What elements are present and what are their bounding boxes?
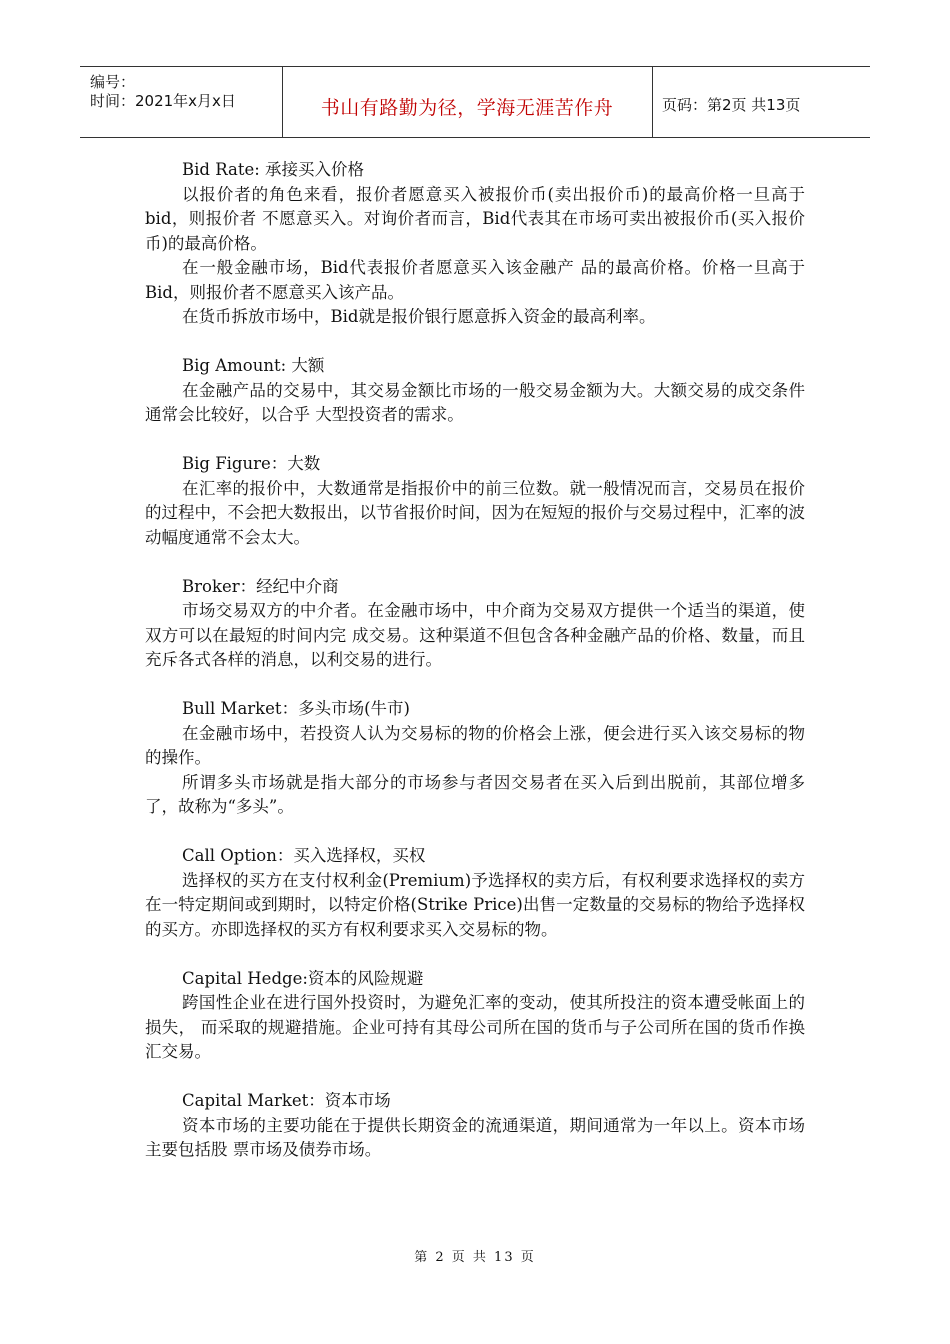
- entry-term: Big Figure：大数: [182, 454, 321, 473]
- entry-paragraph: 资本市场的主要功能在于提供长期资金的流通渠道，期间通常为一年以上。资本市场主要包括股 票市场及债券市场。: [145, 1115, 805, 1159]
- entry-term: Call Option：买入选择权，买权: [182, 846, 426, 865]
- document-number-label: 编号：: [90, 73, 136, 91]
- glossary-entry-broker: [145, 575, 805, 673]
- glossary-entry-bid-rate: [145, 158, 805, 330]
- document-date-label: 时间：2021年x月x日: [90, 92, 236, 110]
- glossary-content: [145, 158, 805, 1187]
- header-motto-cell: [282, 67, 653, 137]
- header-motto: 书山有路勤为径，学海无涯苦作舟: [320, 97, 614, 119]
- header-table: [80, 66, 870, 138]
- glossary-entry-big-figure: [145, 452, 805, 550]
- entry-term: Capital Market：资本市场: [182, 1091, 391, 1110]
- entry-paragraph: 市场交易双方的中介者。在金融市场中，中介商为交易双方提供一个适当的渠道，使双方可以在最短的时间内完 成交易。这种渠道不但包含各种金融产品的价格、数量，而且充斥各式各样的消息，以利交易的进行。: [145, 601, 805, 669]
- glossary-entry-big-amount: [145, 354, 805, 428]
- page-footer: 第 2 页 共 13 页: [414, 1250, 536, 1265]
- entry-term: Big Amount: 大额: [182, 356, 325, 375]
- entry-paragraph: 以报价者的角色来看，报价者愿意买入被报价币(卖出报价币)的最高价格一旦高于bid，则报价者 不愿意买入。对询价者而言，Bid代表其在市场可卖出被报价币(买入报价币)的最高价格。: [145, 184, 805, 253]
- header-page-label: 页码：第2页 共13页: [662, 96, 801, 114]
- entry-paragraph: 选择权的买方在支付权利金(Premium)予选择权的卖方后，有权利要求选择权的卖方 在一特定期间或到期时，以特定价格(Strike Price)出售一定数量的交易标的物给予选择权的买方。亦即选择权的买方有权利要求买入交易标的物。: [145, 870, 805, 939]
- entry-paragraph: 所谓多头市场就是指大部分的市场参与者因交易者在买入后到出脱前，其部位增多了，故称为“多头”。: [145, 772, 805, 816]
- entry-paragraph: 在一般金融市场，Bid代表报价者愿意买入该金融产 品的最高价格。价格一旦高于Bid，则报价者不愿意买入该产品。: [145, 258, 805, 302]
- entry-term: Bid Rate: 承接买入价格: [182, 160, 365, 179]
- entry-term: Broker：经纪中介商: [182, 576, 339, 596]
- glossary-entry-capital-hedge: [145, 967, 805, 1065]
- entry-paragraph: 在金融产品的交易中，其交易金额比市场的一般交易金额为大。大额交易的成交条件通常会比较好，以合乎 大型投资者的需求。: [145, 380, 805, 424]
- entry-paragraph: 在汇率的报价中，大数通常是指报价中的前三位数。就一般情况而言，交易员在报价的过程中，不会把大数报出，以节省报价时间，因为在短短的报价与交易过程中，汇率的波动幅度通常不会太大。: [145, 478, 805, 547]
- entry-paragraph: 跨国性企业在进行国外投资时，为避免汇率的变动，使其所投注的资本遭受帐面上的损失， 而采取的规避措施。企业可持有其母公司所在国的货币与子公司所在国的货币作换汇交易。: [145, 993, 805, 1061]
- header-page-cell: [652, 67, 870, 137]
- glossary-entry-bull-market: [145, 697, 805, 820]
- entry-paragraph: 在金融市场中，若投资人认为交易标的物的价格会上涨，便会进行买入该交易标的物的操作。: [145, 723, 805, 767]
- glossary-entry-call-option: [145, 844, 805, 942]
- entry-term: Capital Hedge:资本的风险规避: [182, 968, 424, 988]
- entry-paragraph: 在货币拆放市场中，Bid就是报价银行愿意拆入资金的最高利率。: [182, 307, 656, 326]
- entry-term: Bull Market：多头市场(牛市): [182, 699, 410, 718]
- glossary-entry-capital-market: [145, 1089, 805, 1163]
- header-info-cell: [80, 67, 283, 137]
